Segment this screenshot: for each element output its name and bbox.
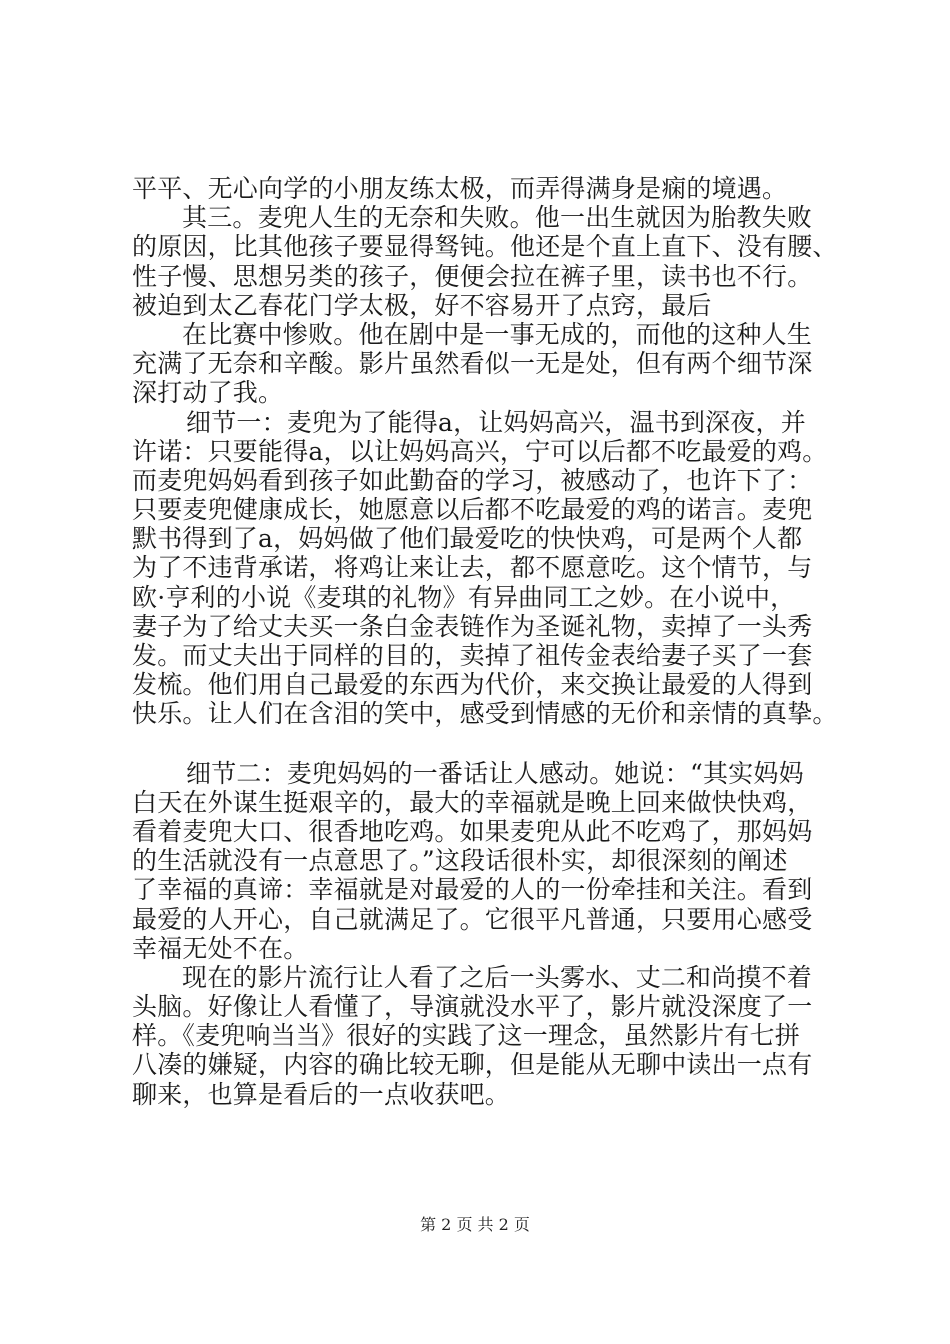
text-line: 发梳。他们用自己最爱的东西为代价，来交换让最爱的人得到: [132, 670, 813, 700]
text-line: 头脑。好像让人看懂了，导演就没水平了，影片就没深度了一: [132, 992, 813, 1022]
document-body: [132, 174, 852, 1109]
paragraph-gap: [132, 729, 852, 759]
text-line: 被迫到太乙春花门学太极，好不容易开了点窍，最后: [132, 290, 712, 320]
text-line: 聊来，也算是看后的一点收获吧。: [132, 1079, 511, 1109]
text-line: 在比赛中惨败。他在剧中是一事无成的，而他的这种人生: [182, 319, 813, 349]
text-line: 八凑的嫌疑，内容的确比较无聊，但是能从无聊中读出一点有: [132, 1050, 813, 1080]
text-line: 只要麦兜健康成长，她愿意以后都不吃最爱的鸡的诺言。麦兜: [132, 495, 813, 525]
text-line: 默书得到了a，妈妈做了他们最爱吃的快快鸡，可是两个人都: [132, 524, 803, 554]
text-line: 性子慢、思想另类的孩子，便便会拉在裤子里，读书也不行。: [132, 261, 813, 291]
text-line: 了幸福的真谛：幸福就是对最爱的人的一份牵挂和关注。看到: [132, 875, 813, 905]
text-line: 白天在外谋生挺艰辛的，最大的幸福就是晚上回来做快快鸡，: [132, 787, 813, 817]
text-line: 充满了无奈和辛酸。影片虽然看似一无是处，但有两个细节深: [132, 349, 813, 379]
text-line: 的原因，比其他孩子要显得驽钝。他还是个直上直下、没有腰、: [132, 232, 838, 262]
text-line: 其三。麦兜人生的无奈和失败。他一出生就因为胎教失败: [182, 203, 813, 233]
text-line: 而麦兜妈妈看到孩子如此勤奋的学习，被感动了，也许下了：: [132, 465, 813, 495]
text-line: 的生活就没有一点意思了。”这段话很朴实，却很深刻的阐述: [132, 846, 788, 876]
text-line: 细节一：麦兜为了能得a，让妈妈高兴，温书到深夜，并: [186, 407, 806, 437]
text-line: 发。而丈夫出于同样的目的，卖掉了祖传金表给妻子买了一套: [132, 641, 813, 670]
text-line: 为了不违背承诺，将鸡让来让去，都不愿意吃。这个情节，与: [132, 553, 813, 583]
text-line: 幸福无处不在。: [132, 933, 309, 963]
text-line: 最爱的人开心，自己就满足了。它很平凡普通，只要用心感受: [132, 904, 813, 934]
text-line: 现在的影片流行让人看了之后一头雾水、丈二和尚摸不着: [182, 962, 813, 992]
text-line: 细节二：麦兜妈妈的一番话让人感动。她说：“其实妈妈: [186, 758, 804, 788]
text-line: 样。《麦兜响当当》很好的实践了这一理念，虽然影片有七拼: [132, 1021, 800, 1051]
text-line: 深打动了我。: [132, 378, 284, 408]
text-line: 快乐。让人们在含泪的笑中，感受到情感的无价和亲情的真挚。: [132, 699, 838, 729]
text-line: 许诺：只要能得a，以让妈妈高兴，宁可以后都不吃最爱的鸡。: [132, 436, 828, 466]
text-line: 欧·亨利的小说《麦琪的礼物》有异曲同工之妙。在小说中，: [132, 582, 796, 612]
page-number-footer: 第 2 页 共 2 页: [420, 1215, 530, 1234]
text-line: 妻子为了给丈夫买一条白金表链作为圣诞礼物，卖掉了一头秀: [132, 611, 813, 641]
text-line: 看着麦兜大口、很香地吃鸡。如果麦兜从此不吃鸡了，那妈妈: [132, 816, 813, 846]
text-line: 平平、无心向学的小朋友练太极，而弄得满身是痫的境遇。: [132, 174, 788, 203]
